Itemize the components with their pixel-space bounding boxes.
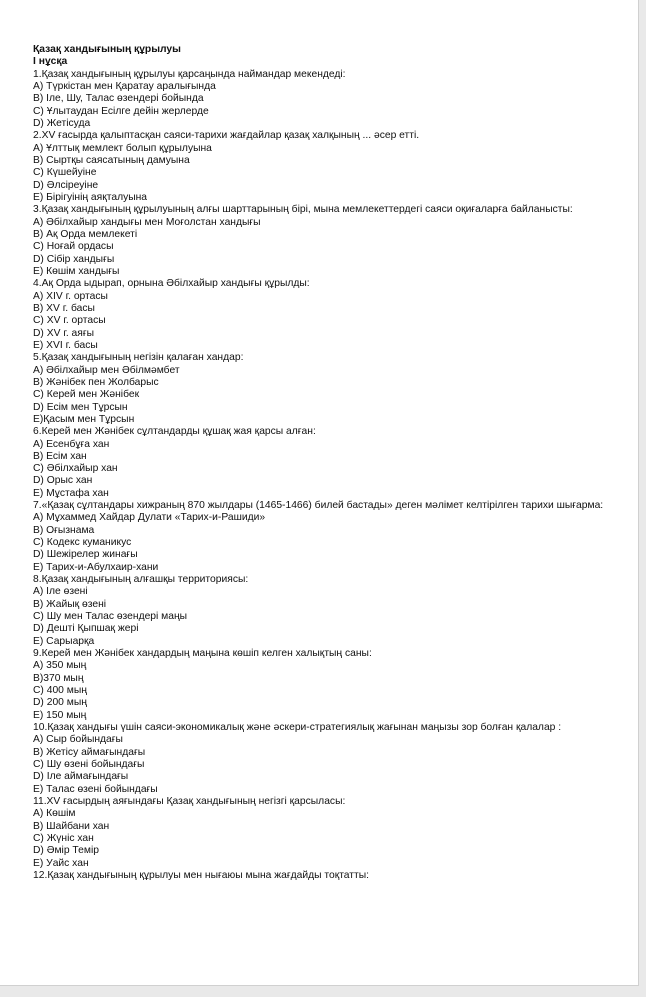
question-text: 12.Қазақ хандығының құрылуы мен нығаюы мына жағдайды тоқтатты: xyxy=(33,869,369,881)
answer-option: B) Шайбани хан xyxy=(33,820,110,832)
answer-option: B) Іле, Шу, Талас өзендері бойында xyxy=(33,93,204,105)
answer-option: A) Әбілхайыр хандығы мен Моғолстан хандығы xyxy=(33,216,261,228)
answer-option: D) Орыс хан xyxy=(33,475,93,487)
question-text: 5.Қазақ хандығының негізін қалаған хандар: xyxy=(33,352,244,364)
answer-option: E) XVI г. басы xyxy=(33,339,98,351)
answer-option: B) Ақ Орда мемлекеті xyxy=(33,228,138,240)
question-text: 2.XV ғасырда қалыптасқан саяси-тарихи жағдайлар қазақ халқының ... әсер етті. xyxy=(33,130,420,142)
document-title: Қазақ хандығының құрылуы xyxy=(33,44,181,55)
answer-option: D) Дешті Қыпшақ жері xyxy=(33,623,139,635)
answer-option: E) Бірігуінің аяқталуына xyxy=(33,191,148,203)
answer-option: E) Тарих-и-Абулхаир-хани xyxy=(33,561,159,573)
answer-option: D) Іле аймағындағы xyxy=(33,771,129,783)
answer-option: C) Ноғай ордасы xyxy=(33,241,114,253)
answer-option: E) 150 мың xyxy=(33,709,87,721)
answer-option: D) XV г. аяғы xyxy=(33,327,95,339)
answer-option: A) Сыр бойындағы xyxy=(33,734,123,746)
variant-label: І нұсқа xyxy=(33,56,68,68)
question-text: 4.Ақ Орда ыдырап, орнына Әбілхайыр хандығы құрылды: xyxy=(33,278,310,290)
answer-option: A) Ұлттық мемлект болып құрылуына xyxy=(33,142,212,154)
answer-option: A) Мұхаммед Хайдар Дулати «Тарих-и-Рашиди» xyxy=(33,512,266,524)
answer-option: C) XV г. ортасы xyxy=(33,315,106,327)
question-text: 9.Керей мен Жәнібек хандардың маңына көшіп келген халықтың саны: xyxy=(33,648,372,660)
question-text: 6.Керей мен Жәнібек сұлтандарды құшақ жая қарсы алған: xyxy=(33,426,316,438)
answer-option: D) Әлсіреуіне xyxy=(33,179,99,191)
answer-option: A) XIV г. ортасы xyxy=(33,290,108,302)
answer-option: D) Шежірелер жинағы xyxy=(33,549,138,561)
question-list xyxy=(33,69,633,883)
question-block xyxy=(33,130,633,204)
question-text: 7.«Қазақ сұлтандары хижраның 870 жылдары (1465-1466) билей бастады» деген мәлімет келтірілген тарихи шығарма: xyxy=(33,500,604,512)
answer-option: D) Әмір Темір xyxy=(33,845,99,857)
answer-option: C) 400 мың xyxy=(33,685,87,697)
answer-option: B) Оғызнама xyxy=(33,524,95,536)
question-block xyxy=(33,574,633,648)
answer-option: C) Әбілхайыр хан xyxy=(33,463,118,475)
answer-option: A) Әбілхайыр мен Әбілмәмбет xyxy=(33,364,180,376)
question-block xyxy=(33,204,633,278)
answer-option: C) Кодекс куманикус xyxy=(33,537,132,549)
answer-option: C) Шу өзені бойындағы xyxy=(33,759,145,771)
answer-option: E)Қасым мен Тұрсын xyxy=(33,413,135,425)
question-block xyxy=(33,500,633,574)
answer-option: D) 200 мың xyxy=(33,697,87,709)
question-text: 10.Қазақ хандығы үшін саяси-экономикалық және әскери-стратегиялық жағынан маңызы зор болған қалалар : xyxy=(33,722,562,734)
answer-option: B) Жәнібек пен Жолбарыс xyxy=(33,376,159,388)
answer-option: C) Күшейуіне xyxy=(33,167,97,179)
answer-option: B) Есім хан xyxy=(33,450,87,462)
question-block xyxy=(33,426,633,500)
answer-option: B) XV г. басы xyxy=(33,302,95,314)
question-block xyxy=(33,722,633,796)
answer-option: B)370 мың xyxy=(33,672,84,684)
answer-option: B) Жетісу аймағындағы xyxy=(33,746,146,758)
answer-option: E) Талас өзені бойындағы xyxy=(33,783,158,795)
question-block xyxy=(33,648,633,722)
answer-option: A) Түркістан мен Қаратау аралығында xyxy=(33,80,216,92)
question-block xyxy=(33,69,633,131)
answer-option: C) Ұлытаудан Есілге дейін жерлерде xyxy=(33,105,209,117)
answer-option: D) Сібір хандығы xyxy=(33,253,115,265)
answer-option: A) 350 мың xyxy=(33,660,87,672)
answer-option: C) Шу мен Талас өзендері маңы xyxy=(33,611,188,623)
answer-option: A) Көшім xyxy=(33,808,76,820)
answer-option: B) Жайық өзені xyxy=(33,598,107,610)
answer-option: E) Мұстафа хан xyxy=(33,487,109,499)
answer-option: E) Сарыарқа xyxy=(33,635,95,647)
answer-option: C) Керей мен Жәнібек xyxy=(33,389,140,401)
question-block xyxy=(33,278,633,352)
answer-option: E) Уайс хан xyxy=(33,857,89,869)
answer-option: A) Іле өзені xyxy=(33,586,88,598)
answer-option: D) Есім мен Тұрсын xyxy=(33,401,128,413)
answer-option: C) Жүніс хан xyxy=(33,833,94,844)
question-block xyxy=(33,352,633,426)
answer-option: D) Жетісуда xyxy=(33,117,91,129)
question-text: 3.Қазақ хандығының құрылуының алғы шарттарының бірі, мына мемлекеттердегі саяси оқиғаларға байланысты: xyxy=(33,204,573,216)
answer-option: B) Сыртқы саясатының дамуына xyxy=(33,154,190,166)
question-block xyxy=(33,796,633,870)
answer-option: A) Есенбұға хан xyxy=(33,438,110,450)
document-content xyxy=(33,44,633,882)
question-text: 1.Қазақ хандығының құрылуы қарсаңында наймандар мекендеді: xyxy=(33,68,346,80)
question-block xyxy=(33,870,633,882)
question-text: 8.Қазақ хандығының алғашқы территориясы: xyxy=(33,574,249,586)
question-text: 11.XV ғасырдың аяғындағы Қазақ хандығының негізгі қарсыласы: xyxy=(33,796,346,808)
answer-option: E) Көшім хандығы xyxy=(33,265,120,277)
